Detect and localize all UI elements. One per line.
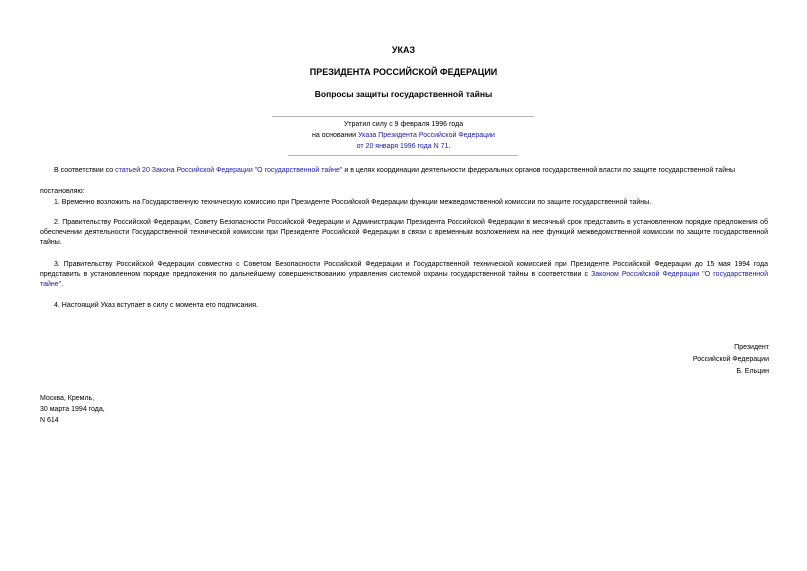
- item-1: 1. Временно возложить на Государственную техническую комиссию при Президенте Российской Федерации функции межведомственной комиссии по защите государственной тайны.: [54, 199, 652, 206]
- resolved-label: постановляю:: [40, 188, 85, 195]
- place-line: Москва, Кремль,: [40, 395, 95, 402]
- top-divider: [272, 116, 534, 117]
- preamble-text-end: и в целях координации деятельности федеральных органов государственной власти по защите государственной тайны: [342, 167, 736, 174]
- bottom-divider: [288, 155, 518, 156]
- number-line: N 614: [40, 417, 59, 424]
- status-note: [0, 119, 807, 152]
- signature-country: Российской Федерации: [692, 356, 769, 363]
- repeal-decree-date-link[interactable]: от 20 января 1996 года N 71: [356, 143, 449, 150]
- repeal-decree-link[interactable]: Указа Президента Российской Федерации: [358, 132, 495, 139]
- document-title: УКАЗ: [391, 45, 416, 55]
- item-4: 4. Настоящий Указ вступает в силу с момента его подписания.: [54, 302, 258, 309]
- date-line: 30 марта 1994 года,: [40, 406, 105, 413]
- status-note-line1: Утратил силу с 9 февраля 1996 года: [343, 121, 464, 128]
- secrecy-law-link[interactable]: Законом Российской Федерации "О государственной тайне": [40, 271, 768, 288]
- item-3-suffix: .: [61, 281, 64, 288]
- item-3-text: 3. Правительству Российской Федерации совместно с Советом Безопасности Российской Федерации и Государственной технической комиссией при Президенте Российской Федерации до 15 мая 1994 года представить в установленном порядке предложения по дальнейшему совершенствованию управления системой охраны государственной тайны в соответствии с: [40, 261, 768, 278]
- signature-title: Президент: [734, 344, 769, 351]
- item-3: [40, 260, 768, 290]
- status-note-prefix: на основании: [312, 132, 359, 139]
- document-issuer: ПРЕЗИДЕНТА РОССИЙСКОЙ ФЕДЕРАЦИИ: [309, 67, 498, 77]
- item-2: 2. Правительству Российской Федерации, Совету Безопасности Российской Федерации и Администрации Президента Российской Федерации в месячный срок представить в установленном порядке предложения об обеспечении деятельности Государственной технической комиссии при Президенте Российской Федерации в связи с временным возложением на нее функций межведомственной комиссии по защите государственной тайны.: [40, 219, 768, 246]
- status-note-line2: [0, 130, 807, 141]
- document-subject: Вопросы защиты государственной тайны: [314, 89, 493, 99]
- signature-block: [693, 342, 769, 378]
- place-date-block: [40, 393, 105, 426]
- signature-name: Б. Ельцин: [736, 368, 769, 375]
- preamble-text-start: В соответствии со: [54, 167, 116, 174]
- law-article-link[interactable]: статьей 20 Закона Российской Федерации "О государственной тайне": [115, 167, 343, 174]
- status-note-suffix: .: [448, 143, 451, 150]
- preamble: [40, 166, 768, 176]
- status-note-line3: [0, 141, 807, 152]
